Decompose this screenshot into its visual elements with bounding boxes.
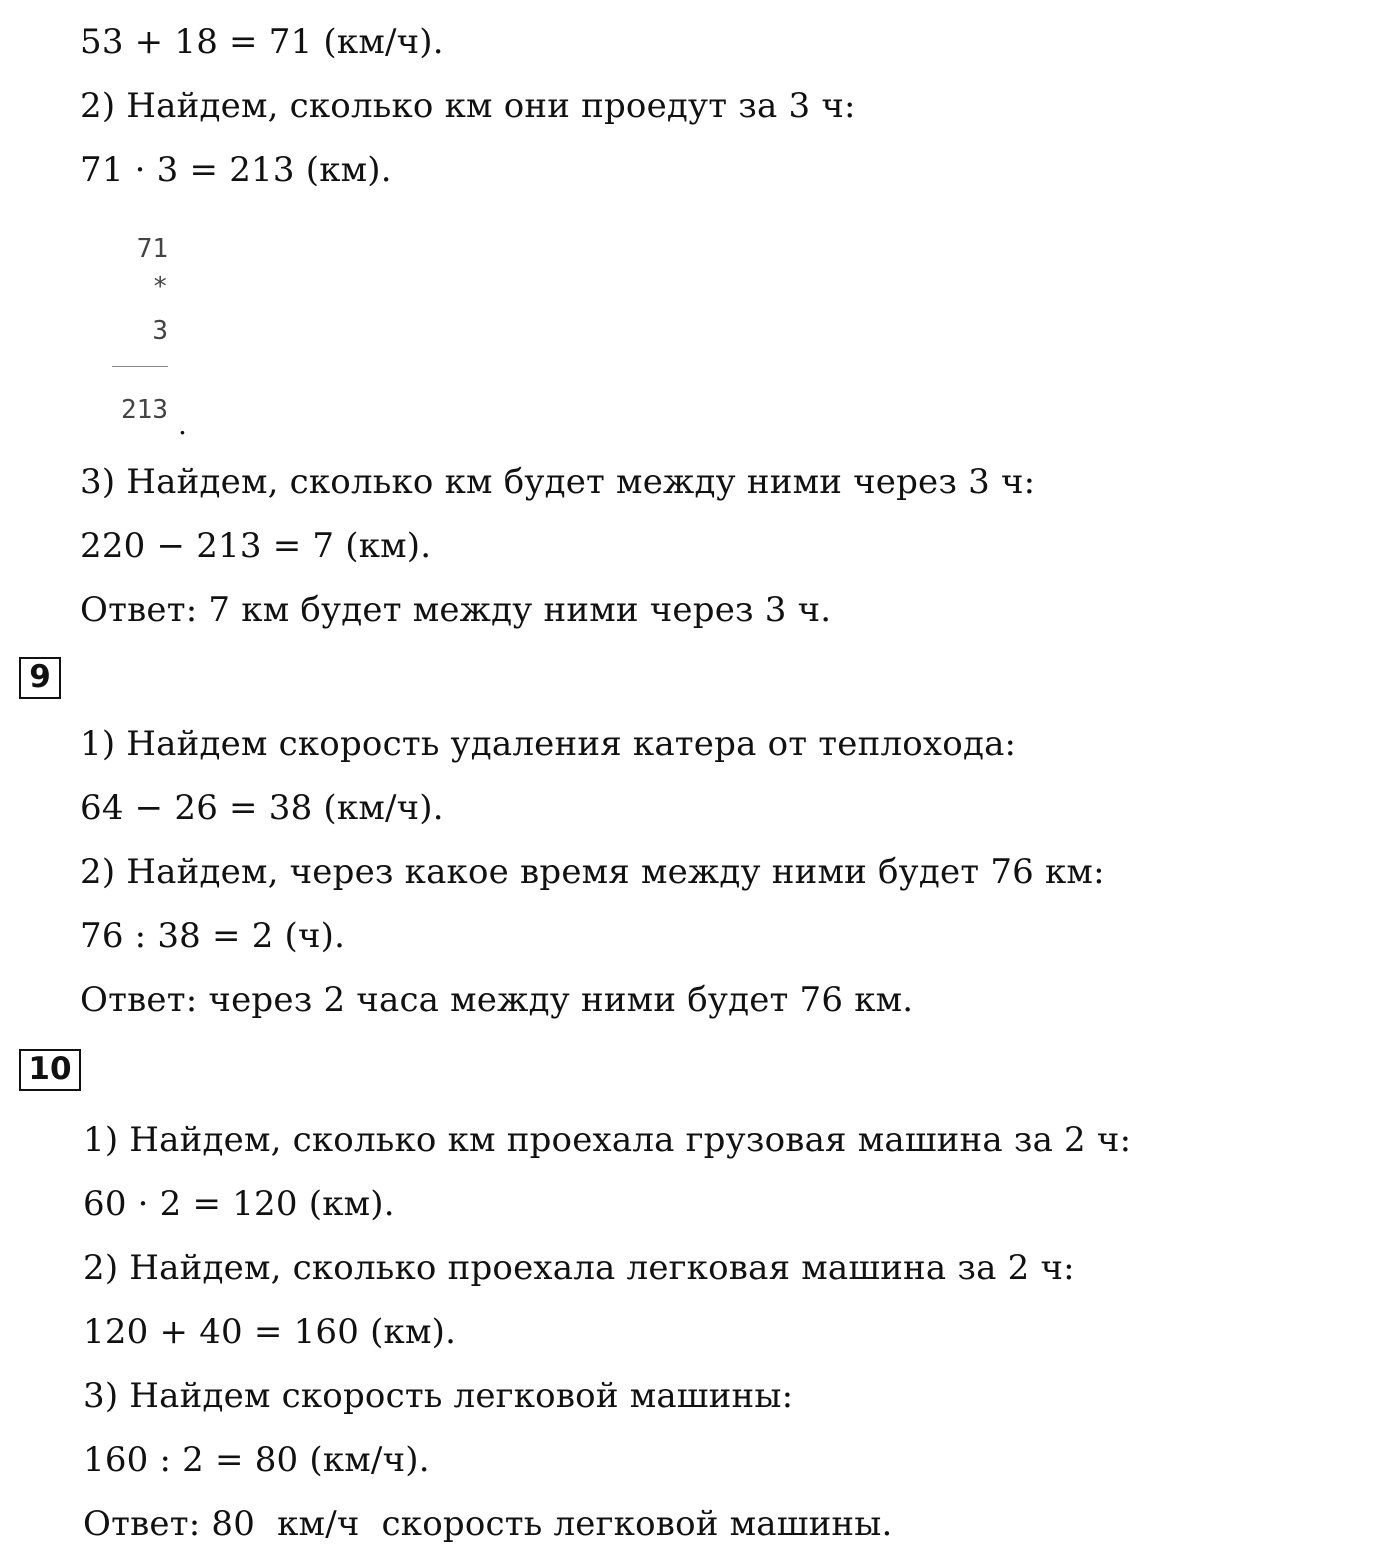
task8-step-2: 2) Найдем, сколько км они проедут за 3 ч: [80, 86, 856, 126]
task8-equation-difference: 220 − 213 = 7 (км). [80, 526, 432, 566]
column-bottom-operand: 3 [152, 316, 168, 346]
task10-equation-1: 60 · 2 = 120 (км). [83, 1184, 395, 1224]
task-number-10: 10 [19, 1049, 81, 1091]
task9-step-1: 1) Найдем скорость удаления катера от теплохода: [80, 724, 1017, 764]
task10-equation-3: 160 : 2 = 80 (км/ч). [83, 1440, 430, 1480]
task10-answer: Ответ: 80 км/ч скорость легковой машины. [83, 1504, 893, 1544]
task8-step-3: 3) Найдем, сколько км будет между ними через 3 ч: [80, 462, 1036, 502]
task9-equation-2: 76 : 38 = 2 (ч). [80, 916, 346, 956]
task10-step-3: 3) Найдем скорость легковой машины: [83, 1376, 794, 1416]
column-top-operand: 71 [136, 234, 168, 264]
task10-step-2: 2) Найдем, сколько проехала легковая машина за 2 ч: [83, 1248, 1075, 1288]
task8-equation-speed: 53 + 18 = 71 (км/ч). [80, 22, 444, 62]
column-result: 213 [121, 395, 168, 425]
task8-answer: Ответ: 7 км будет между ними через 3 ч. [80, 590, 832, 630]
column-trailing-dot: . [178, 408, 187, 441]
column-operator: * [152, 272, 168, 302]
task9-answer: Ответ: через 2 часа между ними будет 76 км. [80, 980, 914, 1020]
column-rule [112, 366, 168, 367]
task9-equation-1: 64 − 26 = 38 (км/ч). [80, 788, 444, 828]
task10-step-1: 1) Найдем, сколько км проехала грузовая машина за 2 ч: [83, 1120, 1132, 1160]
column-multiplication [108, 228, 187, 443]
task-number-9: 9 [19, 657, 61, 699]
task9-step-2: 2) Найдем, через какое время между ними будет 76 км: [80, 852, 1105, 892]
task10-equation-2: 120 + 40 = 160 (км). [83, 1312, 457, 1352]
task8-equation-distance: 71 · 3 = 213 (км). [80, 150, 392, 190]
